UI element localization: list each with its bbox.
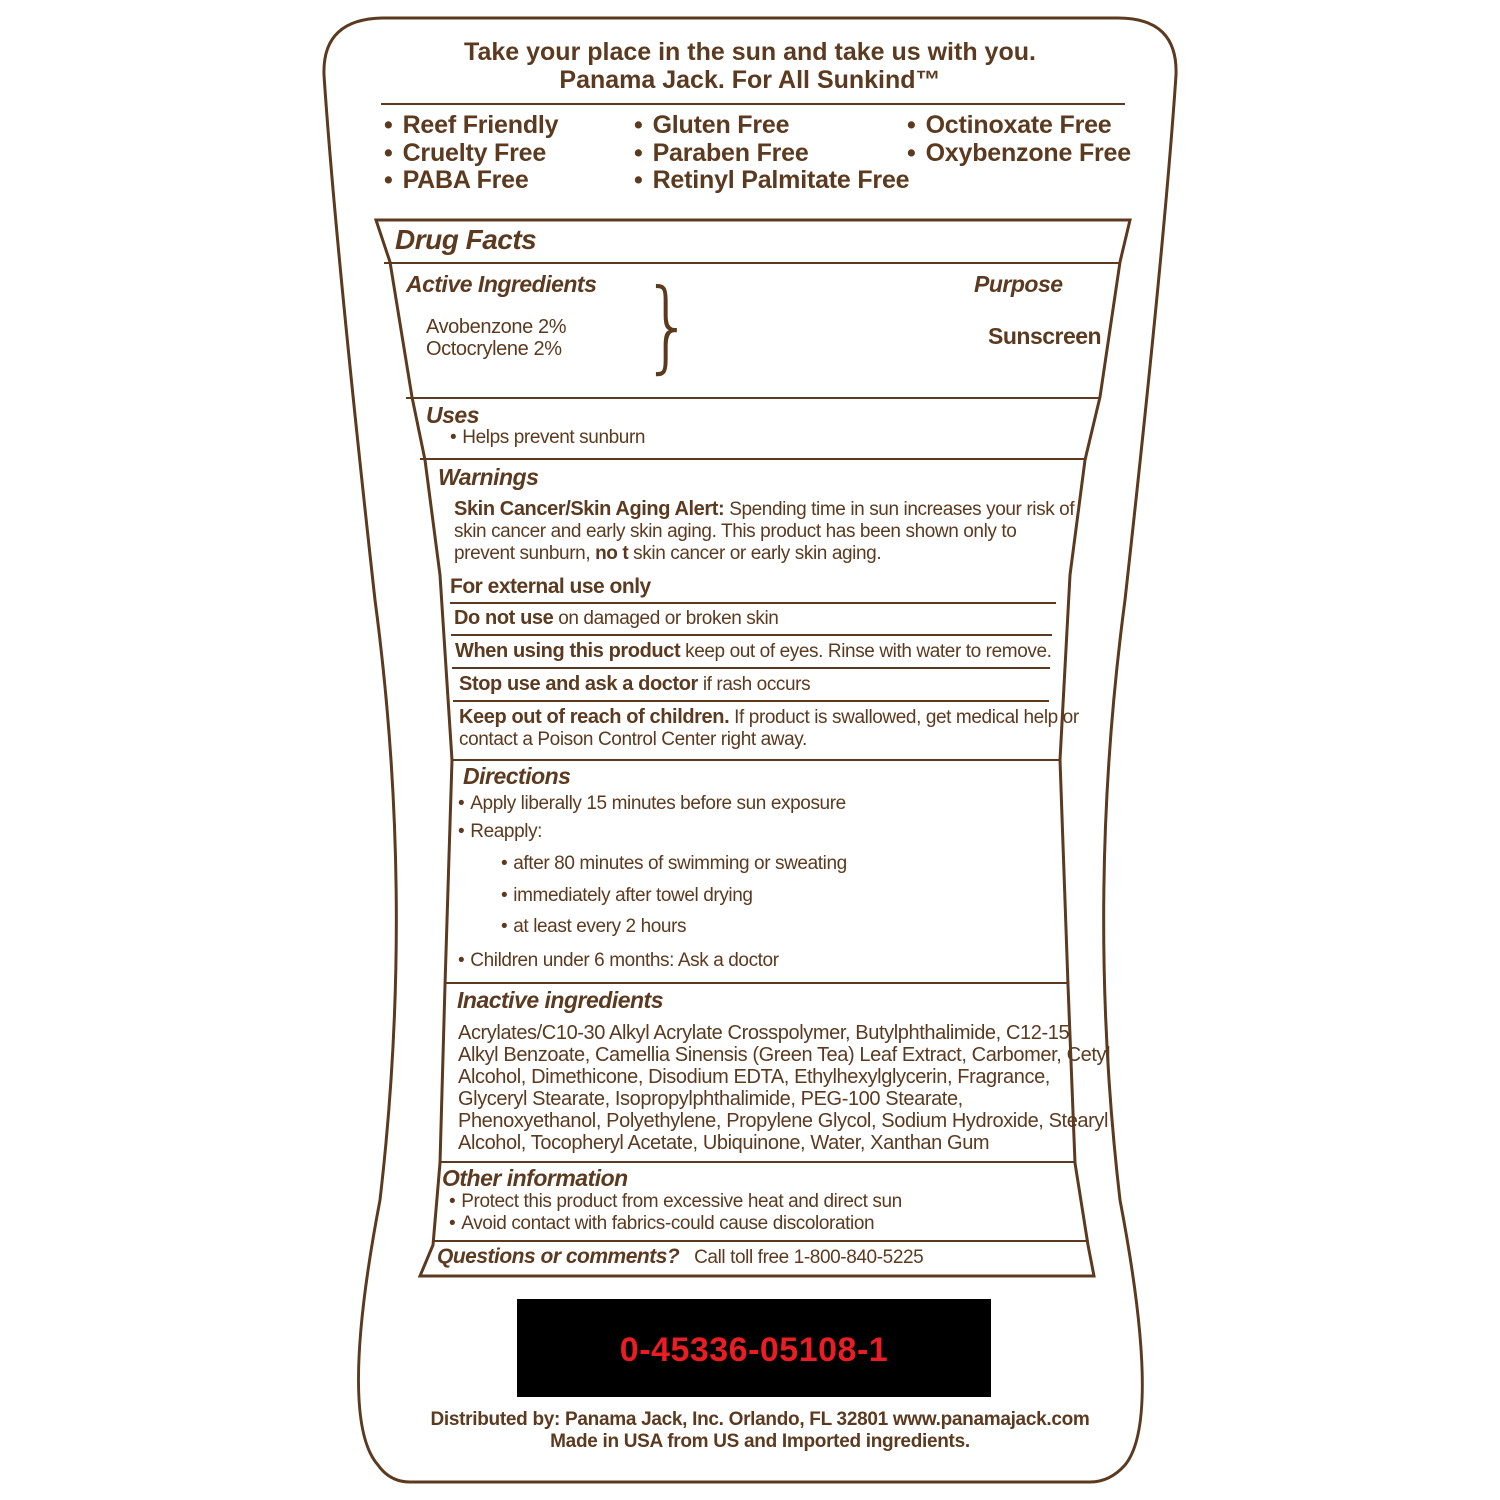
section-divider: [452, 667, 1050, 669]
section-divider: [445, 982, 1068, 984]
when-using: When using this product keep out of eyes. Rinse with water to remove.: [455, 640, 1052, 662]
claim-item: • Paraben Free: [634, 138, 809, 167]
skin-alert-label: Skin Cancer/Skin Aging Alert:: [454, 498, 725, 520]
other-item: • Protect this product from excessive heat and direct sun: [449, 1191, 902, 1212]
claim-item: • Oxybenzone Free: [907, 138, 1131, 167]
direction-item: • Children under 6 months: Ask a doctor: [458, 950, 779, 971]
questions-label: Questions or comments?: [437, 1245, 680, 1268]
section-divider: [420, 458, 1086, 460]
reapply-item: • after 80 minutes of swimming or sweating: [501, 853, 847, 874]
tagline: [360, 38, 1140, 94]
toll-free-number: Call toll free 1-800-840-5225: [694, 1247, 924, 1268]
section-divider: [432, 1240, 1088, 1242]
tagline-line2: Panama Jack. For All Sunkind™: [559, 66, 941, 94]
section-divider: [451, 634, 1052, 636]
drug-facts-title: Drug Facts: [395, 224, 537, 255]
footer: [360, 1409, 1160, 1453]
claim-item: • Reef Friendly: [384, 111, 559, 139]
direction-item: • Reapply:: [458, 821, 543, 842]
warnings-heading: Warnings: [438, 464, 539, 490]
brace: }: [642, 267, 694, 384]
reapply-item: • at least every 2 hours: [501, 916, 687, 937]
claim-item: • Gluten Free: [634, 111, 790, 139]
section-divider: [450, 602, 1056, 604]
skin-alert: Skin Cancer/Skin Aging Alert: Spending time in sun increases your risk of skin cancer and early skin aging. This product has been shown only to prevent sunburn, no t skin cancer or early skin aging.: [454, 498, 1075, 564]
keep-out-of-reach: Keep out of reach of children. If product is swallowed, get medical help or contact a Poison Control Center right away.: [459, 706, 1079, 750]
section-divider: [440, 1161, 1075, 1163]
distributor-line: Distributed by: Panama Jack, Inc. Orlando, FL 32801 www.panamajack.com: [430, 1409, 1090, 1430]
external-use-heading: For external use only: [450, 575, 651, 598]
claims-column-1: [384, 112, 558, 195]
claim-item: • Octinoxate Free: [907, 111, 1112, 139]
section-divider: [453, 700, 1049, 702]
claim-item: • PABA Free: [384, 166, 529, 194]
other-information-heading: Other information: [442, 1165, 628, 1191]
directions-heading: Directions: [463, 763, 571, 789]
active-ingredient: Octocrylene 2%: [426, 338, 562, 360]
claims-column-2: [634, 112, 909, 195]
reapply-item: • immediately after towel drying: [501, 885, 753, 906]
active-ingredient: Avobenzone 2%: [426, 316, 567, 338]
other-item: • Avoid contact with fabrics-could cause discoloration: [449, 1213, 875, 1234]
direction-item: • Apply liberally 15 minutes before sun exposure: [458, 793, 846, 814]
purpose-heading: Purpose: [974, 271, 1063, 297]
section-divider: [384, 262, 1120, 264]
inactive-ingredients-heading: Inactive ingredients: [457, 987, 664, 1013]
claim-item: • Retinyl Palmitate Free: [634, 166, 910, 194]
uses-item: • Helps prevent sunburn: [450, 427, 646, 448]
active-ingredients-heading: Active Ingredients: [406, 271, 597, 297]
active-ingredient-list: [426, 316, 566, 360]
uses-heading: Uses: [426, 402, 479, 428]
upc-number: 0-45336-05108-1: [619, 1331, 889, 1369]
tagline-line1: Take your place in the sun and take us with you.: [464, 38, 1036, 66]
section-divider: [452, 759, 1060, 761]
inactive-ingredients-list: Acrylates/C10-30 Alkyl Acrylate Crosspolymer, Butylphthalimide, C12-15 Alkyl Benzoate, Camellia Sinensis (Green Tea) Leaf Extract, Carbomer, Cetyl Alcohol, Dimethicone, Disodium EDTA, Ethylhexylglycerin, Fragrance, Glyceryl Stearate, Isopropylphthalimide, PEG-100 Stearate, Phenoxyethanol, Polyethylene, Propylene Glycol, Sodium Hydroxide, Stearyl Alcohol, Tocopheryl Acetate, Ubiquinone, Water, Xanthan Gum: [458, 1022, 1111, 1154]
purpose-value: Sunscreen: [988, 323, 1102, 349]
section-divider: [406, 397, 1100, 399]
questions-line: [437, 1246, 923, 1269]
stop-use: Stop use and ask a doctor if rash occurs: [459, 673, 811, 695]
divider: [381, 103, 1125, 105]
origin-line: Made in USA from US and Imported ingredients.: [550, 1431, 970, 1452]
claim-item: • Cruelty Free: [384, 138, 547, 167]
claims-column-3: [907, 112, 1131, 167]
do-not-use: Do not use on damaged or broken skin: [454, 607, 779, 629]
